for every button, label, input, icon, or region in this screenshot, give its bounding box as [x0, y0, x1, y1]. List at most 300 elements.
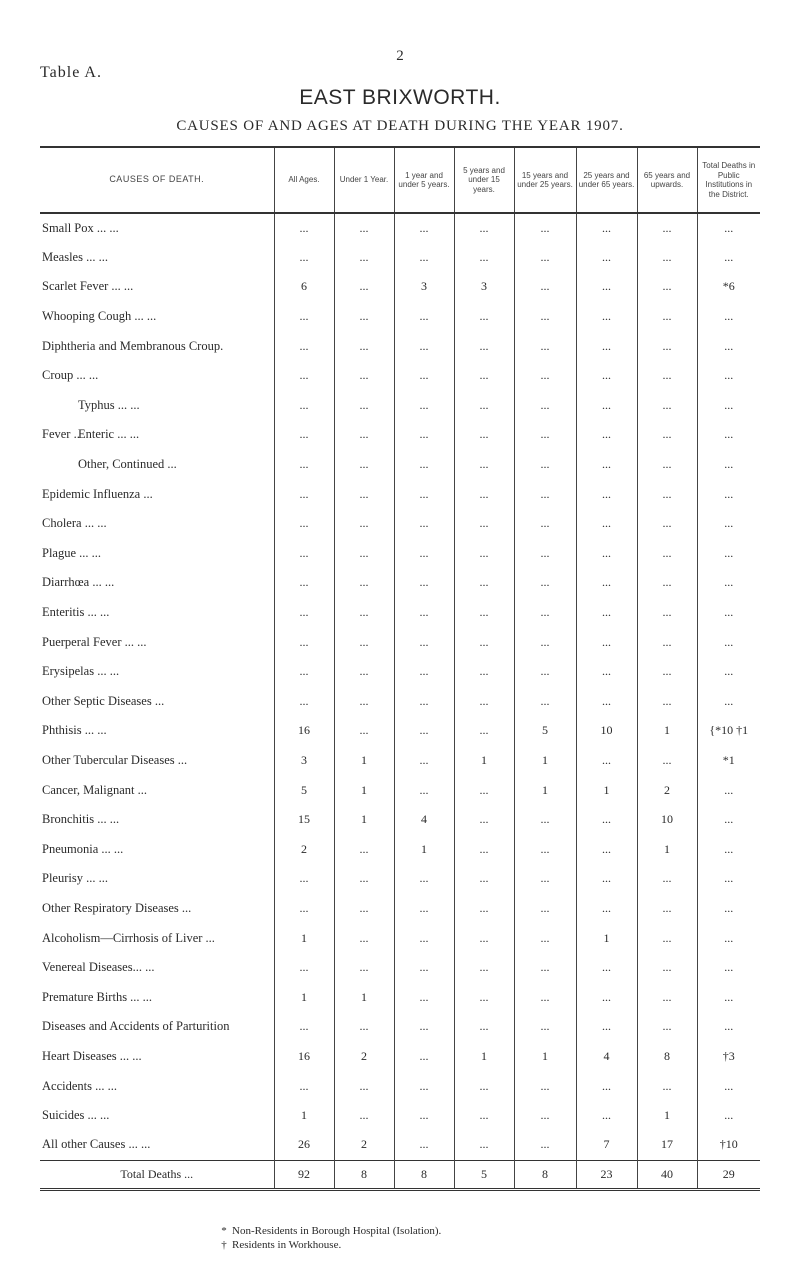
value-cell: ...: [514, 687, 576, 717]
value-cell: ...: [274, 302, 334, 332]
value-cell: ...: [637, 746, 697, 776]
value-cell: ...: [274, 627, 334, 657]
value-cell: ...: [514, 1101, 576, 1131]
value-cell: ...: [274, 420, 334, 450]
value-cell: ...: [274, 243, 334, 273]
cause-cell: Bronchitis ... ...: [42, 812, 120, 827]
cause-cell: Whooping Cough ... ...: [42, 309, 157, 324]
value-cell: 1: [274, 982, 334, 1012]
value-cell: ...: [454, 923, 514, 953]
value-cell: 3: [394, 272, 454, 302]
value-cell: ...: [637, 509, 697, 539]
table-row: [40, 627, 760, 657]
value-cell: ...: [394, 716, 454, 746]
value-cell: ...: [454, 598, 514, 628]
value-cell: ...: [394, 450, 454, 480]
header-25-to-65: 25 years and under 65 years.: [576, 147, 637, 213]
value-cell: ...: [394, 568, 454, 598]
value-cell: ...: [394, 1012, 454, 1042]
table-row: [40, 1042, 760, 1072]
value-cell: ...: [697, 775, 760, 805]
value-cell: ...: [637, 539, 697, 569]
value-cell: ...: [334, 479, 394, 509]
value-cell: ...: [697, 539, 760, 569]
value-cell: ...: [697, 598, 760, 628]
cause-cell: Diseases and Accidents of Parturition: [42, 1019, 230, 1034]
value-cell: ...: [334, 243, 394, 273]
total-value: 29: [697, 1160, 760, 1190]
value-cell: ...: [576, 894, 637, 924]
value-cell: ...: [637, 213, 697, 243]
header-1-to-5: 1 year and under 5 years.: [394, 147, 454, 213]
value-cell: ...: [637, 302, 697, 332]
value-cell: 2: [334, 1042, 394, 1072]
value-cell: ...: [394, 982, 454, 1012]
page-number: 2: [396, 48, 404, 64]
value-cell: ...: [394, 391, 454, 421]
value-cell: ...: [514, 894, 576, 924]
value-cell: ...: [394, 1130, 454, 1160]
table-row: [40, 923, 760, 953]
value-cell: ...: [697, 243, 760, 273]
value-cell: 1: [637, 834, 697, 864]
value-cell: ...: [394, 1071, 454, 1101]
total-value: 8: [394, 1160, 454, 1190]
value-cell: ...: [454, 1101, 514, 1131]
value-cell: ...: [394, 598, 454, 628]
value-cell: ...: [274, 568, 334, 598]
value-cell: 5: [514, 716, 576, 746]
table-row: [40, 1130, 760, 1160]
value-cell: ...: [697, 391, 760, 421]
total-value: 8: [514, 1160, 576, 1190]
value-cell: ...: [394, 1101, 454, 1131]
value-cell: ...: [514, 331, 576, 361]
footnote: [216, 1224, 441, 1238]
value-cell: ...: [334, 1101, 394, 1131]
value-cell: ...: [454, 716, 514, 746]
header-causes: CAUSES OF DEATH.: [109, 174, 205, 185]
value-cell: ...: [514, 1012, 576, 1042]
value-cell: ...: [334, 687, 394, 717]
value-cell: ...: [637, 479, 697, 509]
value-cell: ...: [637, 657, 697, 687]
page-title: EAST BRIXWORTH.: [299, 86, 501, 109]
value-cell: ...: [454, 687, 514, 717]
value-cell: ...: [394, 331, 454, 361]
value-cell: ...: [454, 509, 514, 539]
value-cell: ...: [274, 391, 334, 421]
cause-cell: Other Septic Diseases ...: [42, 693, 165, 708]
fever-group-label: Fever ..: [42, 427, 80, 442]
table-row: [40, 834, 760, 864]
table-row: [40, 568, 760, 598]
total-value: 23: [576, 1160, 637, 1190]
value-cell: ...: [454, 864, 514, 894]
value-cell: ...: [334, 302, 394, 332]
table-row: [40, 598, 760, 628]
value-cell: ...: [394, 420, 454, 450]
page-subtitle: CAUSES OF AND AGES AT DEATH DURING THE YEAR 1907.: [176, 118, 624, 134]
value-cell: ...: [394, 1042, 454, 1072]
value-cell: ...: [637, 568, 697, 598]
value-cell: 15: [274, 805, 334, 835]
value-cell: ...: [697, 1071, 760, 1101]
value-cell: ...: [576, 627, 637, 657]
value-cell: 26: [274, 1130, 334, 1160]
footnote: [216, 1238, 441, 1252]
value-cell: ...: [697, 687, 760, 717]
value-cell: ...: [576, 1012, 637, 1042]
value-cell: *6: [697, 272, 760, 302]
table-row: [40, 953, 760, 983]
value-cell: 2: [274, 834, 334, 864]
value-cell: ...: [334, 509, 394, 539]
value-cell: ...: [514, 243, 576, 273]
value-cell: ...: [697, 213, 760, 243]
value-cell: ...: [334, 923, 394, 953]
value-cell: ...: [274, 953, 334, 983]
value-cell: ...: [514, 834, 576, 864]
cause-cell: Pleurisy ... ...: [42, 871, 108, 886]
value-cell: ...: [697, 450, 760, 480]
value-cell: ...: [514, 213, 576, 243]
value-cell: ...: [394, 627, 454, 657]
cause-cell: Cancer, Malignant ...: [42, 782, 148, 797]
table-row: [40, 539, 760, 569]
value-cell: ...: [576, 479, 637, 509]
value-cell: ...: [334, 864, 394, 894]
value-cell: ...: [454, 302, 514, 332]
cause-cell: Diarrhœa ... ...: [42, 575, 115, 590]
value-cell: ...: [637, 982, 697, 1012]
value-cell: 4: [576, 1042, 637, 1072]
value-cell: ...: [454, 568, 514, 598]
value-cell: ...: [454, 1071, 514, 1101]
value-cell: ...: [454, 1012, 514, 1042]
value-cell: 10: [576, 716, 637, 746]
value-cell: ...: [514, 598, 576, 628]
total-value: 92: [274, 1160, 334, 1190]
total-value: 8: [334, 1160, 394, 1190]
value-cell: ...: [576, 1101, 637, 1131]
value-cell: ...: [637, 243, 697, 273]
value-cell: ...: [394, 361, 454, 391]
value-cell: ...: [454, 894, 514, 924]
value-cell: ...: [637, 450, 697, 480]
value-cell: *1: [697, 746, 760, 776]
table-row: [40, 509, 760, 539]
cause-cell: Suicides ... ...: [42, 1108, 110, 1123]
value-cell: ...: [697, 568, 760, 598]
value-cell: 1: [576, 923, 637, 953]
value-cell: ...: [576, 391, 637, 421]
value-cell: ...: [514, 272, 576, 302]
value-cell: ...: [274, 539, 334, 569]
value-cell: ...: [576, 213, 637, 243]
header-all-ages: All Ages.: [274, 147, 334, 213]
table-row: [40, 331, 760, 361]
footnote-text: Residents in Workhouse.: [232, 1239, 342, 1251]
cause-cell: [40, 420, 274, 450]
cause-cell: All other Causes ... ...: [42, 1137, 151, 1152]
causes-of-death-table: [40, 146, 760, 1191]
value-cell: ...: [697, 805, 760, 835]
value-cell: ...: [514, 420, 576, 450]
value-cell: ...: [394, 775, 454, 805]
value-cell: ...: [576, 539, 637, 569]
value-cell: 3: [274, 746, 334, 776]
value-cell: ...: [334, 953, 394, 983]
value-cell: ...: [394, 953, 454, 983]
value-cell: 5: [274, 775, 334, 805]
table-row: [40, 982, 760, 1012]
table-row: [40, 1101, 760, 1131]
value-cell: ...: [514, 509, 576, 539]
value-cell: ...: [454, 243, 514, 273]
value-cell: ...: [454, 627, 514, 657]
cause-cell: Epidemic Influenza ...: [42, 486, 153, 501]
value-cell: ...: [697, 1101, 760, 1131]
value-cell: 1: [394, 834, 454, 864]
value-cell: ...: [514, 450, 576, 480]
value-cell: ...: [576, 746, 637, 776]
value-cell: ...: [454, 331, 514, 361]
value-cell: ...: [576, 331, 637, 361]
cause-cell: Accidents ... ...: [42, 1078, 117, 1093]
table-row: [40, 391, 760, 421]
value-cell: ...: [697, 894, 760, 924]
value-cell: ...: [394, 479, 454, 509]
value-cell: ...: [334, 361, 394, 391]
value-cell: 1: [514, 1042, 576, 1072]
cause-cell: Cholera ... ...: [42, 516, 107, 531]
value-cell: ...: [637, 391, 697, 421]
table-row: [40, 243, 760, 273]
value-cell: ...: [274, 894, 334, 924]
value-cell: ...: [274, 687, 334, 717]
cause-label: Typhus ... ...: [78, 397, 140, 412]
value-cell: 1: [514, 746, 576, 776]
value-cell: ...: [576, 302, 637, 332]
value-cell: ...: [637, 272, 697, 302]
value-cell: ...: [576, 834, 637, 864]
value-cell: ...: [697, 982, 760, 1012]
value-cell: ...: [274, 1071, 334, 1101]
value-cell: ...: [697, 479, 760, 509]
value-cell: ...: [514, 627, 576, 657]
value-cell: ...: [637, 923, 697, 953]
table-row: [40, 213, 760, 243]
value-cell: ...: [454, 982, 514, 1012]
value-cell: ...: [576, 450, 637, 480]
value-cell: ...: [576, 805, 637, 835]
cause-label: Enteric ... ...: [78, 427, 140, 442]
cause-cell: [40, 391, 274, 421]
value-cell: ...: [334, 657, 394, 687]
value-cell: ...: [334, 834, 394, 864]
cause-cell: Erysipelas ... ...: [42, 664, 120, 679]
total-value: 5: [454, 1160, 514, 1190]
value-cell: ...: [334, 716, 394, 746]
value-cell: 8: [637, 1042, 697, 1072]
cause-cell: Small Pox ... ...: [42, 220, 119, 235]
value-cell: ...: [576, 1071, 637, 1101]
table-row: [40, 361, 760, 391]
value-cell: ...: [576, 568, 637, 598]
footnote-text: Non-Residents in Borough Hospital (Isolation).: [232, 1225, 442, 1237]
value-cell: ...: [274, 864, 334, 894]
value-cell: ...: [394, 243, 454, 273]
value-cell: ...: [454, 420, 514, 450]
value-cell: ...: [697, 1012, 760, 1042]
value-cell: ...: [514, 302, 576, 332]
value-cell: ...: [514, 479, 576, 509]
value-cell: ...: [637, 953, 697, 983]
value-cell: 1: [637, 716, 697, 746]
value-cell: ...: [576, 953, 637, 983]
value-cell: ...: [394, 687, 454, 717]
value-cell: 1: [334, 805, 394, 835]
table-row: [40, 864, 760, 894]
value-cell: ...: [454, 450, 514, 480]
value-cell: 1: [334, 982, 394, 1012]
value-cell: ...: [576, 864, 637, 894]
value-cell: ...: [514, 657, 576, 687]
cause-cell: Premature Births ... ...: [42, 989, 153, 1004]
value-cell: ...: [454, 805, 514, 835]
cause-cell: Puerperal Fever ... ...: [42, 634, 147, 649]
value-cell: ...: [334, 420, 394, 450]
value-cell: 1: [637, 1101, 697, 1131]
value-cell: ...: [637, 361, 697, 391]
value-cell: 6: [274, 272, 334, 302]
value-cell: ...: [334, 272, 394, 302]
table-header-row: [40, 147, 760, 213]
header-5-to-15: 5 years and under 15 years.: [454, 147, 514, 213]
value-cell: ...: [394, 894, 454, 924]
value-cell: ...: [454, 539, 514, 569]
cause-cell: Venereal Diseases... ...: [42, 960, 155, 975]
table-row: [40, 302, 760, 332]
value-cell: ...: [576, 361, 637, 391]
value-cell: ...: [334, 1071, 394, 1101]
value-cell: ...: [394, 302, 454, 332]
value-cell: ...: [334, 539, 394, 569]
cause-cell: Pneumonia ... ...: [42, 841, 124, 856]
value-cell: ...: [274, 509, 334, 539]
value-cell: †3: [697, 1042, 760, 1072]
value-cell: 7: [576, 1130, 637, 1160]
value-cell: ...: [394, 746, 454, 776]
value-cell: ...: [697, 923, 760, 953]
value-cell: ...: [697, 657, 760, 687]
value-cell: ...: [394, 509, 454, 539]
value-cell: ...: [274, 213, 334, 243]
value-cell: ...: [697, 834, 760, 864]
header-65-up: 65 years and upwards.: [637, 147, 697, 213]
value-cell: 1: [514, 775, 576, 805]
value-cell: ...: [334, 627, 394, 657]
value-cell: ...: [454, 953, 514, 983]
value-cell: ...: [637, 420, 697, 450]
value-cell: ...: [576, 509, 637, 539]
value-cell: ...: [576, 420, 637, 450]
value-cell: ...: [697, 953, 760, 983]
table-label: Table A.: [40, 64, 102, 81]
value-cell: ...: [576, 272, 637, 302]
cause-cell: Diphtheria and Membranous Croup.: [42, 338, 224, 353]
cause-cell: Measles ... ...: [42, 249, 108, 264]
value-cell: ...: [394, 539, 454, 569]
value-cell: 1: [454, 1042, 514, 1072]
value-cell: ...: [637, 627, 697, 657]
value-cell: 1: [334, 775, 394, 805]
table-row: [40, 1012, 760, 1042]
value-cell: ...: [514, 923, 576, 953]
value-cell: ...: [334, 568, 394, 598]
value-cell: ...: [394, 864, 454, 894]
value-cell: ...: [334, 598, 394, 628]
value-cell: ...: [514, 1071, 576, 1101]
cause-cell: Alcoholism—Cirrhosis of Liver ...: [42, 930, 215, 945]
value-cell: ...: [274, 479, 334, 509]
value-cell: ...: [697, 302, 760, 332]
value-cell: ...: [394, 657, 454, 687]
value-cell: ...: [514, 391, 576, 421]
value-cell: ...: [576, 687, 637, 717]
value-cell: ...: [514, 568, 576, 598]
table-row: [40, 746, 760, 776]
value-cell: ...: [394, 213, 454, 243]
value-cell: ...: [637, 1012, 697, 1042]
value-cell: 3: [454, 272, 514, 302]
value-cell: ...: [454, 361, 514, 391]
value-cell: ...: [274, 331, 334, 361]
cause-cell: Enteritis ... ...: [42, 605, 110, 620]
value-cell: ...: [697, 331, 760, 361]
value-cell: 16: [274, 716, 334, 746]
value-cell: ...: [334, 1012, 394, 1042]
table-row: [40, 894, 760, 924]
footnote-mark: *: [221, 1225, 227, 1237]
value-cell: 1: [576, 775, 637, 805]
value-cell: ...: [454, 1130, 514, 1160]
cause-cell: Plague ... ...: [42, 545, 102, 560]
value-cell: ...: [637, 598, 697, 628]
table-row: [40, 450, 760, 480]
value-cell: ...: [274, 657, 334, 687]
value-cell: ...: [514, 982, 576, 1012]
value-cell: ...: [637, 687, 697, 717]
value-cell: {*10 †1: [697, 716, 760, 746]
value-cell: ...: [454, 479, 514, 509]
value-cell: ...: [454, 391, 514, 421]
header-public-institutions: Total Deaths in Public Institutions in the District.: [697, 147, 760, 213]
value-cell: ...: [274, 450, 334, 480]
footnotes: [216, 1224, 441, 1252]
cause-cell: Phthisis ... ...: [42, 723, 107, 738]
cause-cell: Other Tubercular Diseases ...: [42, 752, 188, 767]
value-cell: 1: [454, 746, 514, 776]
value-cell: 16: [274, 1042, 334, 1072]
value-cell: ...: [637, 864, 697, 894]
value-cell: 1: [274, 1101, 334, 1131]
value-cell: ...: [514, 953, 576, 983]
cause-label: Other, Continued ...: [78, 457, 177, 472]
value-cell: ...: [514, 805, 576, 835]
table-row: [40, 687, 760, 717]
